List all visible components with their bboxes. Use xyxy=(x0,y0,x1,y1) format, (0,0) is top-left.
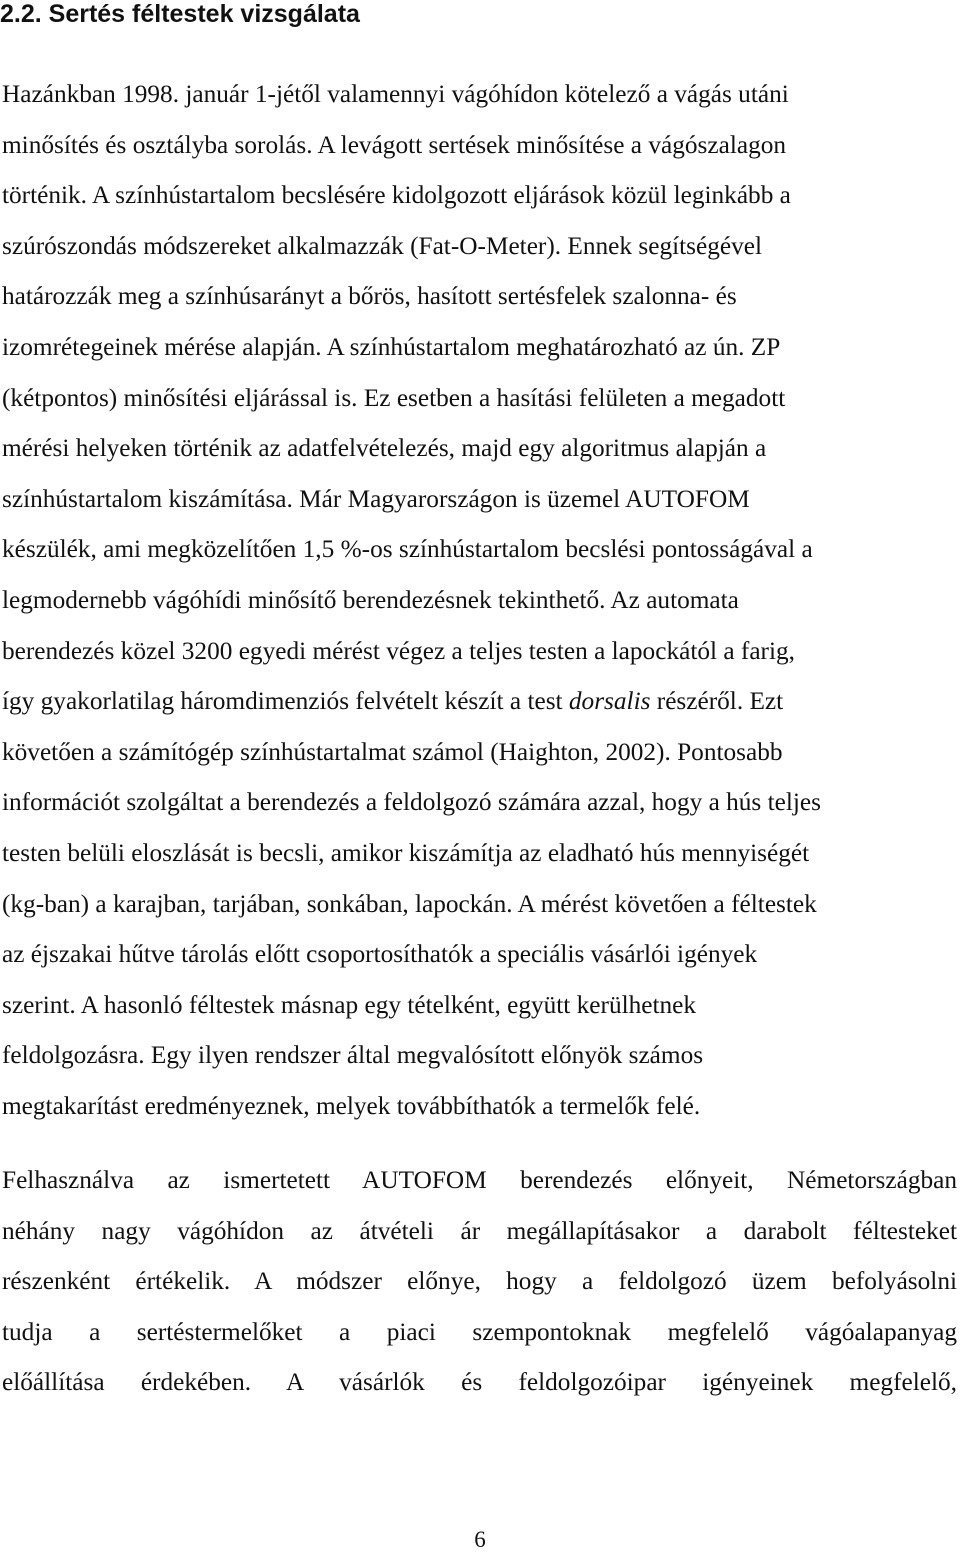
paragraph-line: Hazánkban 1998. január 1-jétől valamennyi vágóhídon kötelező a vágás utáni xyxy=(2,80,789,108)
paragraph-line: feldolgozásra. Egy ilyen rendszer által megvalósított előnyök számos xyxy=(2,1041,704,1070)
italic-term: dorsalis xyxy=(568,687,651,716)
paragraph-line: részenként értékelik. A módszer előnye, hogy a feldolgozó üzem befolyásolni xyxy=(2,1267,957,1296)
paragraph-line: testen belüli eloszlását is becsli, amikor kiszámítja az eladható hús mennyiségét xyxy=(2,838,810,867)
paragraph-line: néhány nagy vágóhídon az átvételi ár megállapításakor a darabolt féltesteket xyxy=(2,1216,957,1245)
paragraph-line: legmodernebb vágóhídi minősítő berendezésnek tekinthető. Az automata xyxy=(2,585,739,614)
paragraph-line: az éjszakai hűtve tárolás előtt csoportosíthatók a speciális vásárlói igények xyxy=(2,940,758,969)
paragraph-line: követően a számítógép színhústartalmat számol (Haighton, 2002). Pontosabb xyxy=(2,737,783,766)
paragraph-line: tudja a sertéstermelőket a piaci szempontoknak megfelelő vágóalapanyag xyxy=(2,1317,957,1346)
paragraph-line: határozzák meg a színhúsarányt a bőrös, hasított sertésfelek szalonna- és xyxy=(2,282,737,311)
paragraph-line: (kg-ban) a karajban, tarjában, sonkában, lapockán. A mérést követően a féltestek xyxy=(2,889,817,918)
paragraph-line: történik. A színhústartalom becslésére kidolgozott eljárások közül leginkább a xyxy=(2,181,791,210)
line-text-after: részéről. Ezt xyxy=(650,687,784,716)
paragraph-line: előállítása érdekében. A vásárlók és feldolgozóipar igényeinek megfelelő, xyxy=(2,1368,957,1397)
paragraph-line: Felhasználva az ismertetett AUTOFOM berendezés előnyeit, Németországban xyxy=(2,1166,957,1194)
paragraph-line: készülék, ami megközelítően 1,5 %-os színhústartalom becslési pontosságával a xyxy=(2,535,813,564)
paragraph-line: szúrószondás módszereket alkalmazzák (Fat-O-Meter). Ennek segítségével xyxy=(2,231,763,260)
section-heading: 2.2. Sertés féltestek vizsgálata xyxy=(0,0,360,28)
paragraph-2 xyxy=(2,1155,957,1408)
paragraph-line: minősítés és osztályba sorolás. A levágott sertések minősítése a vágószalagon xyxy=(2,130,787,159)
paragraph-line: berendezés közel 3200 egyedi mérést végez a teljes testen a lapockától a farig, xyxy=(2,636,795,665)
line-text-before: így gyakorlatilag háromdimenziós felvételt készít a test xyxy=(2,687,569,716)
paragraph-line: információt szolgáltat a berendezés a feldolgozó számára azzal, hogy a hús teljes xyxy=(2,788,821,817)
paragraph-line: megtakarítást eredményeznek, melyek továbbíthatók a termelők felé. xyxy=(2,1091,701,1120)
paragraph-line: mérési helyeken történik az adatfelvételezés, majd egy algoritmus alapján a xyxy=(2,434,767,463)
paragraph-1 xyxy=(2,69,957,1131)
paragraph-line: izomrétegeinek mérése alapján. A színhústartalom meghatározható az ún. ZP xyxy=(2,332,781,361)
paragraph-line: (kétpontos) minősítési eljárással is. Ez esetben a hasítási felületen a megadott xyxy=(2,383,786,412)
page-number: 6 xyxy=(474,1527,486,1552)
paragraph-line-with-italic xyxy=(2,676,957,727)
paragraph-line: színhústartalom kiszámítása. Már Magyarországon is üzemel AUTOFOM xyxy=(2,484,750,513)
paragraph-line: szerint. A hasonló féltestek másnap egy tételként, együtt kerülhetnek xyxy=(2,990,697,1019)
